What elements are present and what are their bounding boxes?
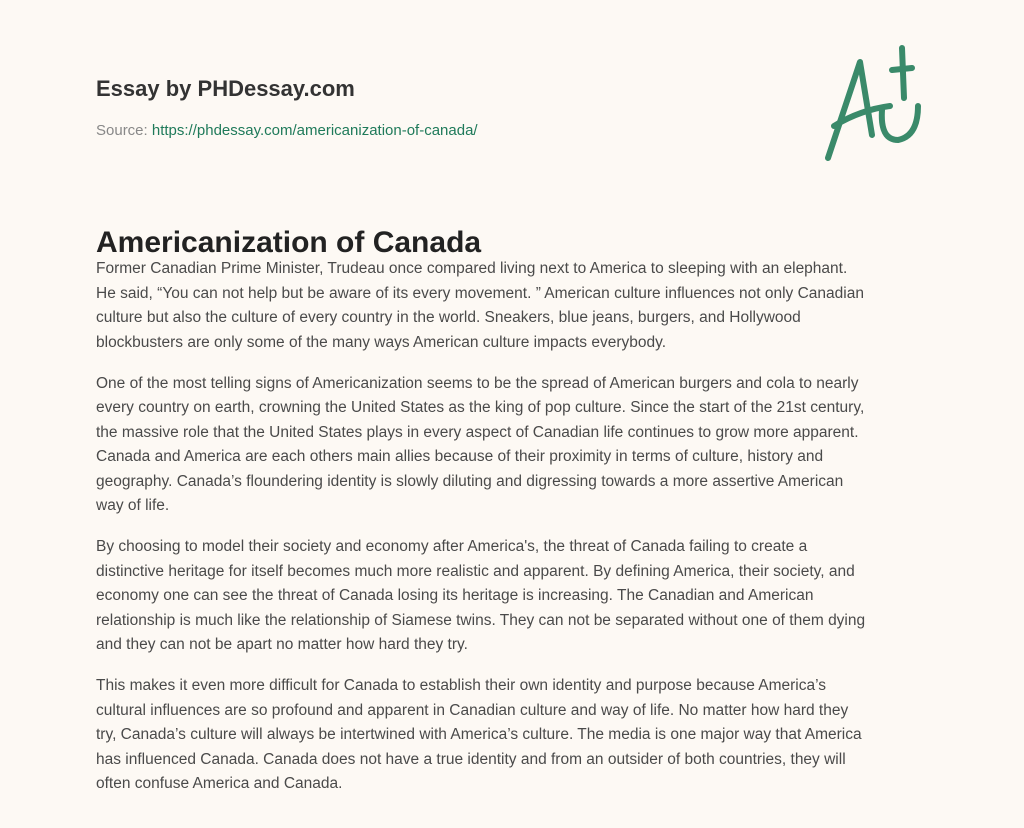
source-line — [96, 122, 478, 139]
paragraph-line: try, Canada’s culture will always be intertwined with America’s culture. The media is one major way that America — [96, 726, 862, 743]
source-link[interactable]: https://phdessay.com/americanization-of-canada/ — [151, 122, 478, 139]
paragraph-line: This makes it even more difficult for Canada to establish their own identity and purpose because America’s — [96, 677, 827, 694]
paragraph-line: the massive role that the United States plays in every aspect of Canadian life continues to grow more apparent. — [96, 423, 859, 441]
paragraph-line: cultural influences are so profound and apparent in Canadian culture and way of life. No matter how hard they — [96, 701, 849, 719]
essay-paragraph — [96, 674, 936, 797]
paragraph-line: and they can not be apart no matter how hard they try. — [96, 636, 468, 653]
paragraph-line: geography. Canada’s floundering identity is slowly diluting and digressing towards a more assertive American — [96, 472, 844, 490]
paragraph-line: relationship is much like the relationship of Siamese twins. They can not be separated without one of them dying — [96, 611, 866, 629]
essay-paragraph — [96, 257, 936, 355]
source-label: Source: — [96, 122, 148, 139]
paragraph-line: Former Canadian Prime Minister, Trudeau once compared living next to America to sleeping with an elephant. — [96, 260, 848, 277]
paragraph-line: economy one can see the threat of Canada losing its heritage is increasing. The Canadian and American — [96, 587, 814, 604]
paragraph-line: Canada and America are each others main allies because of their proximity in terms of culture, history and — [96, 448, 824, 465]
essay-paragraph — [96, 372, 936, 519]
paragraph-line: blockbusters are only some of the many ways American culture impacts everybody. — [96, 333, 667, 351]
site-title: Essay by PHDessay.com — [96, 76, 355, 101]
essay-title: Americanization of Canada — [96, 226, 482, 259]
paragraph-line: One of the most telling signs of Americanization seems to be the spread of American burgers and cola to nearly — [96, 374, 859, 392]
a-plus-logo-icon — [820, 40, 930, 165]
paragraph-line: often confuse America and Canada. — [96, 775, 343, 792]
paragraph-line: culture but also the culture of every country in the world. Sneakers, blue jeans, burgers, and Hollywood — [96, 309, 801, 326]
paragraph-line: By choosing to model their society and economy after America's, the threat of Canada failing to create a — [96, 538, 808, 555]
paragraph-line: way of life. — [96, 497, 170, 514]
paragraph-line: has influenced Canada. Canada does not have a true identity and from an outsider of both countries, they will — [96, 750, 846, 768]
paragraph-line: He said, “You can not help but be aware of its every movement. ” American culture influences not only Canadian — [96, 284, 864, 302]
essay-body — [96, 257, 936, 813]
paragraph-line: distinctive heritage for itself becomes much more realistic and apparent. By defining America, their society, and — [96, 562, 855, 580]
paragraph-line: every country on earth, crowning the United States as the king of pop culture. Since the start of the 21st century, — [96, 399, 865, 416]
essay-paragraph — [96, 535, 936, 658]
